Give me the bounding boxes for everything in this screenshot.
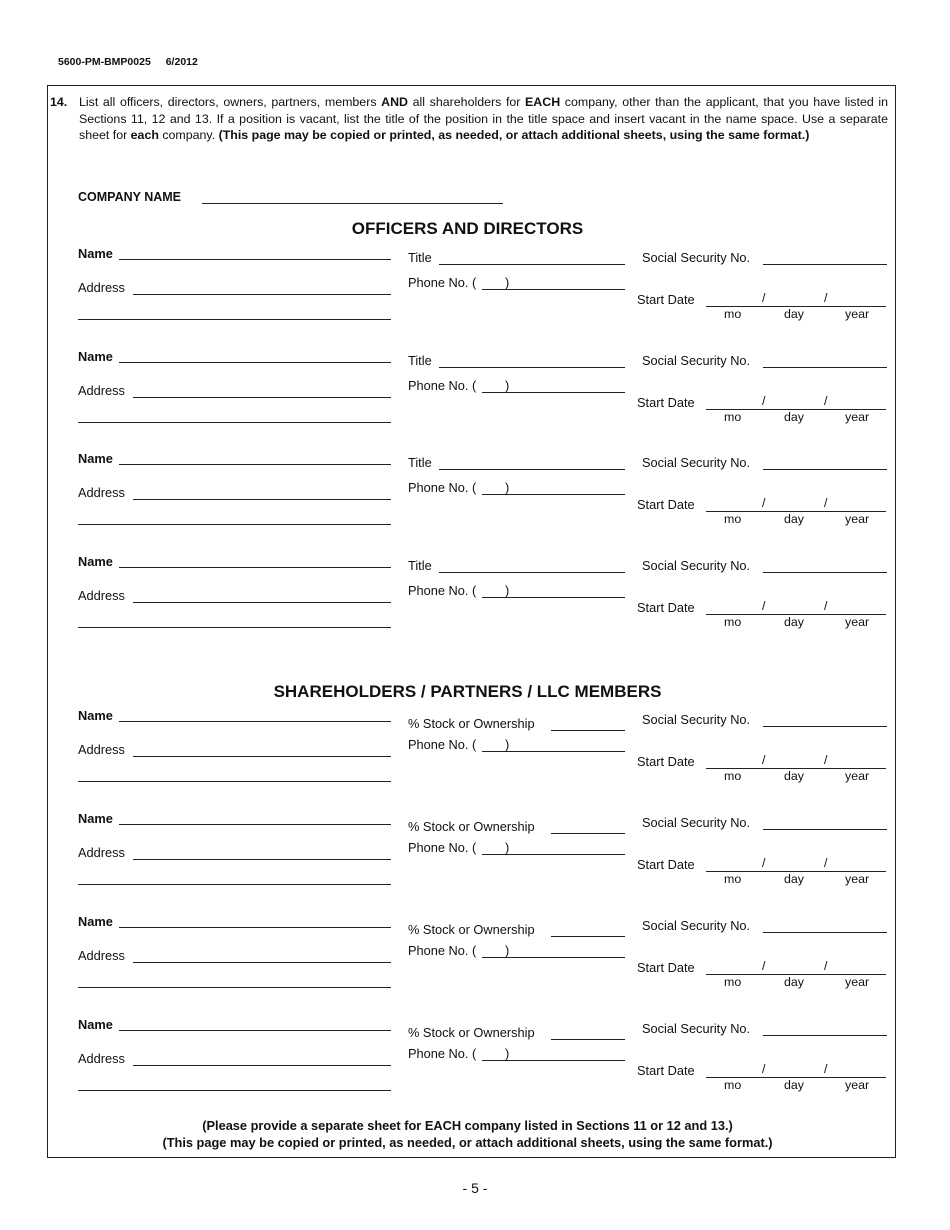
company-name-field[interactable]	[202, 203, 503, 204]
officer-2-name-label: Name	[78, 349, 113, 364]
shareholder-1-stock-field[interactable]	[551, 730, 625, 731]
officer-1-date-slash-2: /	[824, 291, 828, 305]
officer-1-title-field[interactable]	[439, 264, 625, 265]
shareholder-1-start-date-label: Start Date	[637, 754, 695, 769]
officer-3-date-year: year	[845, 512, 870, 526]
shareholder-2-address-field[interactable]	[133, 859, 391, 860]
shareholder-3-address-field-2[interactable]	[78, 987, 391, 988]
officer-2-ssn-label: Social Security No.	[642, 353, 751, 368]
form-number: 5600-PM-BMP0025	[58, 56, 151, 68]
question-14	[50, 94, 888, 144]
officer-3-title-field[interactable]	[439, 469, 625, 470]
shareholder-1-name-label: Name	[78, 708, 113, 723]
officer-2-date-slash-2: /	[824, 394, 828, 408]
officer-2-ssn-field[interactable]	[763, 367, 887, 368]
shareholder-4-ssn-label: Social Security No.	[642, 1021, 751, 1036]
officer-4-date-year: year	[845, 615, 870, 629]
officer-4-title-field[interactable]	[439, 572, 625, 573]
officer-1-name-label: Name	[78, 246, 113, 261]
officer-4-ssn-label: Social Security No.	[642, 558, 751, 573]
officer-4-name-label: Name	[78, 554, 113, 569]
officer-2-address-field-2[interactable]	[78, 422, 391, 423]
shareholder-3-date-slash-1: /	[762, 959, 766, 973]
shareholder-4-date-year: year	[845, 1078, 870, 1092]
shareholder-3-phone-paren: )	[505, 943, 510, 958]
shareholder-2-phone-label: Phone No. (	[408, 840, 477, 855]
officer-1-date-slash-1: /	[762, 291, 766, 305]
form-frame	[47, 85, 896, 1158]
officer-3-address-label: Address	[78, 485, 125, 500]
officer-2-address-label: Address	[78, 383, 125, 398]
officer-1-phone-field[interactable]	[482, 289, 625, 290]
shareholder-3-name-field[interactable]	[119, 927, 391, 928]
shareholder-4-ssn-field[interactable]	[763, 1035, 887, 1036]
officer-4-address-field[interactable]	[133, 602, 391, 603]
shareholder-2-name-field[interactable]	[119, 824, 391, 825]
shareholder-1-stock-label: % Stock or Ownership	[408, 716, 535, 731]
shareholder-2-name-label: Name	[78, 811, 113, 826]
shareholder-3-date-slash-2: /	[824, 959, 828, 973]
officer-1-phone-label: Phone No. (	[408, 275, 477, 290]
shareholder-1-date-slash-1: /	[762, 753, 766, 767]
company-name-label: COMPANY NAME	[78, 190, 182, 204]
officer-2-address-field[interactable]	[133, 397, 391, 398]
shareholder-2-date-day: day	[784, 872, 804, 886]
shareholder-3-ssn-label: Social Security No.	[642, 918, 751, 933]
officer-1-start-date-label: Start Date	[637, 292, 695, 307]
shareholder-4-date-slash-2: /	[824, 1062, 828, 1076]
officer-3-phone-label: Phone No. (	[408, 480, 477, 495]
shareholder-1-address-field[interactable]	[133, 756, 391, 757]
shareholder-4-stock-label: % Stock or Ownership	[408, 1025, 535, 1040]
officer-3-name-field[interactable]	[119, 464, 391, 465]
shareholder-4-date-slash-1: /	[762, 1062, 766, 1076]
officer-4-address-field-2[interactable]	[78, 627, 391, 628]
shareholder-3-address-field[interactable]	[133, 962, 391, 963]
officer-3-start-date-label: Start Date	[637, 497, 695, 512]
officer-1-address-label: Address	[78, 280, 125, 295]
shareholder-3-name-label: Name	[78, 914, 113, 929]
officer-1-ssn-field[interactable]	[763, 264, 887, 265]
officer-4-name-field[interactable]	[119, 567, 391, 568]
officer-1-date-year: year	[845, 307, 870, 321]
officer-4-start-date-label: Start Date	[637, 600, 695, 615]
shareholder-1-date-slash-2: /	[824, 753, 828, 767]
officer-4-date-day: day	[784, 615, 804, 629]
shareholder-4-address-field-2[interactable]	[78, 1090, 391, 1091]
officer-3-ssn-field[interactable]	[763, 469, 887, 470]
shareholder-2-stock-field[interactable]	[551, 833, 625, 834]
shareholder-1-address-label: Address	[78, 742, 125, 757]
form-code	[58, 56, 210, 68]
officer-4-ssn-field[interactable]	[763, 572, 887, 573]
officer-2-phone-paren: )	[505, 378, 510, 393]
officer-1-ssn-label: Social Security No.	[642, 250, 751, 265]
page-number: - 5 -	[462, 1180, 488, 1196]
shareholder-2-date-year: year	[845, 872, 870, 886]
officer-2-phone-label: Phone No. (	[408, 378, 477, 393]
shareholder-2-address-label: Address	[78, 845, 125, 860]
officer-2-date-slash-1: /	[762, 394, 766, 408]
shareholder-3-stock-label: % Stock or Ownership	[408, 922, 535, 937]
shareholder-4-phone-label: Phone No. (	[408, 1046, 477, 1061]
shareholder-1-date-day: day	[784, 769, 804, 783]
officer-1-phone-paren: )	[505, 275, 510, 290]
shareholder-1-ssn-field[interactable]	[763, 726, 887, 727]
officer-3-phone-field[interactable]	[482, 494, 625, 495]
shareholder-2-start-date-label: Start Date	[637, 857, 695, 872]
officer-2-name-field[interactable]	[119, 362, 391, 363]
shareholder-4-phone-field[interactable]	[482, 1060, 625, 1061]
form-date: 6/2012	[165, 56, 198, 68]
shareholder-2-phone-field[interactable]	[482, 854, 625, 855]
officers-section-title: OFFICERS AND DIRECTORS	[351, 219, 584, 238]
shareholder-3-phone-field[interactable]	[482, 957, 625, 958]
officer-3-date-day: day	[784, 512, 804, 526]
shareholder-2-date-slash-2: /	[824, 856, 828, 870]
shareholder-1-address-field-2[interactable]	[78, 781, 391, 782]
shareholder-2-stock-label: % Stock or Ownership	[408, 819, 535, 834]
shareholder-1-phone-field[interactable]	[482, 751, 625, 752]
shareholder-3-start-date-label: Start Date	[637, 960, 695, 975]
officer-4-phone-paren: )	[505, 583, 510, 598]
shareholder-2-ssn-label: Social Security No.	[642, 815, 751, 830]
officer-2-title-label: Title	[408, 353, 432, 368]
shareholder-2-ssn-field[interactable]	[763, 829, 887, 830]
shareholder-2-phone-paren: )	[505, 840, 510, 855]
shareholders-section-title: SHAREHOLDERS / PARTNERS / LLC MEMBERS	[273, 682, 662, 701]
officer-2-phone-field[interactable]	[482, 392, 625, 393]
officer-3-address-field[interactable]	[133, 499, 391, 500]
officer-4-date-slash-2: /	[824, 599, 828, 613]
shareholder-1-ssn-label: Social Security No.	[642, 712, 751, 727]
shareholder-4-date-day: day	[784, 1078, 804, 1092]
officer-3-name-label: Name	[78, 451, 113, 466]
officer-3-date-slash-1: /	[762, 496, 766, 510]
officer-4-date-slash-1: /	[762, 599, 766, 613]
footer-note-1: (Please provide a separate sheet for EACH company listed in Sections 11 or 12 and 13.)	[202, 1118, 733, 1133]
question-number: 14.	[50, 95, 68, 109]
officer-2-date-mo: mo	[724, 410, 742, 424]
shareholder-3-phone-label: Phone No. (	[408, 943, 477, 958]
shareholder-1-phone-paren: )	[505, 737, 510, 752]
shareholder-4-start-date-label: Start Date	[637, 1063, 695, 1078]
officer-3-title-label: Title	[408, 455, 432, 470]
officer-4-phone-label: Phone No. (	[408, 583, 477, 598]
shareholder-3-ssn-field[interactable]	[763, 932, 887, 933]
officer-4-address-label: Address	[78, 588, 125, 603]
question-text: List all officers, directors, owners, partners, members AND all shareholders for EACH company, other than the applicant, that you have listed in Sections 11, 12 and 13. If a position is vacant, list the title of the position in the title space and insert vacant in the name space. Use a separate sheet for each company. (This page may be copied or printed, as needed, or attach additional sheets, using the same format.)	[79, 95, 888, 143]
officer-3-address-field-2[interactable]	[78, 524, 391, 525]
officer-2-start-date-label: Start Date	[637, 395, 695, 410]
shareholder-1-phone-label: Phone No. (	[408, 737, 477, 752]
officer-3-phone-paren: )	[505, 480, 510, 495]
shareholder-1-date-mo: mo	[724, 769, 742, 783]
officer-2-title-field[interactable]	[439, 367, 625, 368]
shareholder-2-date-mo: mo	[724, 872, 742, 886]
officer-3-date-slash-2: /	[824, 496, 828, 510]
officer-3-date-mo: mo	[724, 512, 742, 526]
officer-2-date-year: year	[845, 410, 870, 424]
officer-4-title-label: Title	[408, 558, 432, 573]
shareholder-4-name-label: Name	[78, 1017, 113, 1032]
footer-note-2: (This page may be copied or printed, as needed, or attach additional sheets, using the same format.)	[162, 1135, 773, 1150]
shareholder-4-address-label: Address	[78, 1051, 125, 1066]
shareholder-3-address-label: Address	[78, 948, 125, 963]
officer-1-name-field[interactable]	[119, 259, 391, 260]
officer-2-date-day: day	[784, 410, 804, 424]
shareholder-1-date-year: year	[845, 769, 870, 783]
officer-1-date-day: day	[784, 307, 804, 321]
officer-1-address-field[interactable]	[133, 294, 391, 295]
shareholder-3-date-mo: mo	[724, 975, 742, 989]
officer-3-ssn-label: Social Security No.	[642, 455, 751, 470]
officer-1-date-mo: mo	[724, 307, 742, 321]
shareholder-4-address-field[interactable]	[133, 1065, 391, 1066]
shareholder-3-date-year: year	[845, 975, 870, 989]
shareholder-3-date-day: day	[784, 975, 804, 989]
shareholder-4-date-mo: mo	[724, 1078, 742, 1092]
shareholder-4-phone-paren: )	[505, 1046, 510, 1061]
officer-4-phone-field[interactable]	[482, 597, 625, 598]
shareholder-4-stock-field[interactable]	[551, 1039, 625, 1040]
officer-1-address-field-2[interactable]	[78, 319, 391, 320]
shareholder-2-address-field-2[interactable]	[78, 884, 391, 885]
shareholder-2-date-slash-1: /	[762, 856, 766, 870]
shareholder-3-stock-field[interactable]	[551, 936, 625, 937]
shareholder-1-name-field[interactable]	[119, 721, 391, 722]
officer-1-title-label: Title	[408, 250, 432, 265]
officer-4-date-mo: mo	[724, 615, 742, 629]
shareholder-4-name-field[interactable]	[119, 1030, 391, 1031]
